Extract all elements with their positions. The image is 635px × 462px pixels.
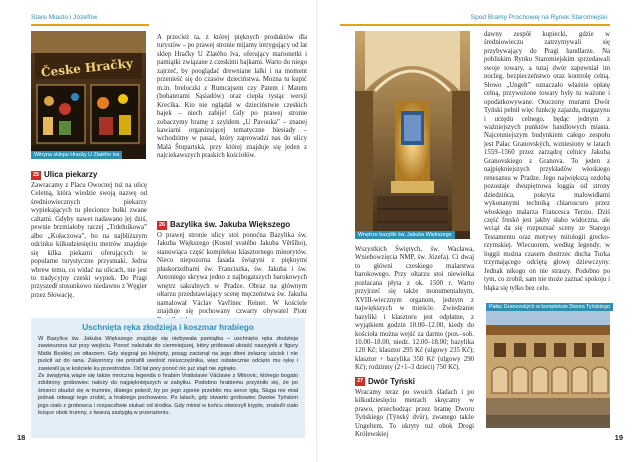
toy-shop-image xyxy=(31,31,146,159)
section-27-badge: 27 xyxy=(356,378,364,385)
legend-box-paragraph: W Bazylice św. Jakuba Większego znajduje się niebywała pamiątka – uschnięta ręka złodzieja zawieszona tuż przy wejściu. Ponoć należała do ciemniejszej, który próbował ukraść naszyjnik z figury Matki Boskiej ze ołtarzem. Gdy sięgnął po klejnoty, posąg zacisnął na jego dłoni żelazny uścisk i nie puścił aż do rana. Zakonnicy nie potrafili uwolnić nieszczęśnika, więc ostatecznie odcięto mu rękę i zawiesili ją w kościele ku przestrodze. Od lat pory ponoć nic już stąd nie zginęło. xyxy=(38,336,298,372)
section-25-text: Zawracamy z Placu Owocnej tuż na ulicę Celetną, która wiedzie swoją nazwę od średniowiecznych piekarzy wypiekających tu plecionce bułki zwane caltami. Gdyby nawet nadawano jej dziś, pewnie brzmiałoby raczej „Trdelníkowa” albo „Kołaczowa”, bo na najbliższym odcinku kilkudziesięciu metrów znajduje się kilka piekarni oferujących te popularne turystyczne przysmaki. Jedna wbrew temu, co widać na ulicach, nie jest to tradycyjny czeski wypiek. Do Pragi przyszedł stosunkowo niedawno z Węgier przez Słowację. xyxy=(31,182,147,299)
legend-box-text xyxy=(38,336,298,417)
palace-photo xyxy=(486,303,610,428)
section-26-text: O prawej stronie ulicy stoi ponoćna Bazylika św. Jakuba Większego (Kostel svatého Jakuba Většího), stanowiąca część kompleksu klasztornego minorytów. Nieco niepozorna fasada świątyni z pięknymi płaskorzeźbami św. Franciszka, św. Jakuba i św. Antoniego skrywa jedno z najbogatszych barokowych wnętrz sakralnych w Pradze. Obraz na głównym ołtarzu przedstawiający scenę męczeństwa św. Jakuba namalował Václav Vavřinec Reiner. W kościele znajduje się pochowany czwarty obywatel Piotr xyxy=(157,232,307,316)
legend-box xyxy=(31,318,305,438)
section-25-column xyxy=(31,166,147,314)
section-26-badge: 26 xyxy=(158,221,166,228)
section-27-text: Wracamy teraz po swoich śladach i po kilkudziesięciu metrach skręcamy w prawo, przechodząc przez bramę Dworu Tyńskiego (Týnský dvůr), zwanego także Ungeltem. To ukryty tuż obok Drogi Królewskiej xyxy=(355,388,474,439)
right-column-2 xyxy=(355,246,474,446)
right-column-1-text: dawny zespół kupiecki, gdzie w średniowieczu zatrzymywali się przybywający do Pragi handlarze. Na pobliskim Rynku Staromiejskim sprzedawali swoje towary, a tutaj dwór zapewniał im nocleg, bezpieczeństwo oraz kontrolę celną. Słowo „Ungelt” oznaczało właśnie opłatę celną, przywożone towary były tu ważone i opodatkowywane. Otoczony murami Dwór Tyński pełnił więc funkcję zajazdu, magazynu i urzędu celnego, będąc jednym z ważniejszych punktów handlowych miasta. Najcenniejszym budynkiem całego zespołu jest Pałac Granovských, wzniesiony w latach 1559–1560 przez zarządcę celnicy Jakuba Granovskiego z Granova. To jeden z najpiękniejszych przykładów włoskiego renesansu w Pradze. Jego największą ozdobą pozostaje dwupiętrowa loggia od strony dziedzińca, pokryta malowidłami wykonanymi techniką chiaroscuro przez włoskiego malarza Francesca Terzio. Dziś część freskó jest jakby słabo widoczna, ale wciąż da się rozpoznać sceny ze Starego Testamentu oraz motywy mitologii grecko-rzymskiej. Wiecuorem, według legendy, w loggii można czasem dostrzec ducha Turka trzymającego odciętą głowę dziewczyny. Jednak nikogo on nie straszy. Podobno po tym, co zrobił, sam nie może zaznać spokoju i błąka się tylko bez celu. xyxy=(484,31,610,292)
section-26-heading xyxy=(157,220,307,230)
church-interior-photo xyxy=(355,31,470,239)
church-interior-caption: Wnętrze bazyliki św. Jakuba Większego xyxy=(355,231,455,239)
running-head-left: Stare Miasto i Józefów xyxy=(31,14,98,21)
right-column-2-text: Wszystkich Świętych, św. Wacława, Wniebowzięcia NMP, św. Józefa). Ci dwaj to główni czeskiego malarstwa barokowego. Przy ołtarzu stoi niewielka pozłacana płyta z ok. 1500 r. Warto przyjrzeć się także monumentalnym, XVIII-wiecznym organom, jednym z największych w mieście. Zwiedzanie bazyliki i klasztoru jest odpłatne, z wyjątkiem godzin 10.00–12.00, kiedy do kościoła można wejść za darmo (pon.–sob. 10.00–18.00, niedz. 12.00–18.00; bazylika 120 Kč; klasztor 295 Kč (ulgowy 235 Kč); klasztor + bazylika 350 Kč (ulgowy 290 Kč); rodzinny (2+1–3 dzieci) 750 Kč). xyxy=(355,246,474,372)
section-27-title: Dwór Tyński xyxy=(368,376,415,386)
shop-sign-text: Česke Hračky xyxy=(40,56,134,80)
running-head-right: Spod Bramy Prochowej na Rynek Staromiejski xyxy=(470,14,607,21)
palace-image xyxy=(486,303,610,428)
toy-shop-caption: Witryna sklepu Hracky U Zlatého lva xyxy=(31,151,122,159)
header-rule-right xyxy=(340,24,610,26)
section-26-title: Bazylika św. Jakuba Większego xyxy=(170,220,291,229)
toy-shop-photo xyxy=(31,31,146,159)
section-25-heading xyxy=(31,170,147,180)
section-25-title: Ulica piekarzy xyxy=(44,170,98,179)
palace-caption: Pałac Granovských w kompleksie Dwora Tyńskiego xyxy=(486,303,613,311)
page-number-left: 18 xyxy=(17,433,26,442)
gutter xyxy=(316,0,318,462)
legend-box-paragraph: Ze świątynią wiąże się także mroczna legenda o hrabim Vratislavie Václavie z Mitrovic, którego bogato zdobiony grobowiec należy do najpiękniejszych w zabytku. Podobno hrabiemu przyśniło się, że po śmierci obudzi się w trumnie, dlatego polecił, by po jego zgonie przebito mu serce igłą. Sługa nie miał jednak odwagi tego zrobić, a hrabiego pochowano. Po latach, gdy otwarto grobowiec Dwoke Tyńskim jego ciało z grobowca i rozpaczliwie stukać od środka. Gdy minisi w końcu otworzyli krypte, znaleźli ciało leżące obok trumny, z twarzą zastygłą w przerażeniu. xyxy=(38,373,298,417)
section-27-heading xyxy=(355,377,474,387)
header-rule-left xyxy=(31,24,149,26)
section-25-badge: 25 xyxy=(32,171,40,178)
left-intro-column xyxy=(157,34,307,216)
right-column-1 xyxy=(484,31,610,297)
left-intro-text: A przecież ta, z której pięknych produktów dla turystów – po prawej stronie mijamy intrygujący od lat sklep Hračky U Zlatého lva, oferujący marionetki i pamiątki związane z czeskimi bajkami. Warto do niego zajrzeć, by pooglądać drewniane lalki i na moment przenieść się do czasów dzieciństwa. Można tu kupić m.in. breloczki z Rumcajsem czy Patem i Matem (bohaterami Sąsiadów) oraz ciepła tysiąc wersji Krecika. Kto nie oglądał w dzieciństwie czeskich bajek – niech zabije! Gdy po prawej stronie zobaczymy bramę z szyldem „U Pavouka” – znanej kawiarni organizującej tematyczne biesiady – wchodzimy w pasaż, który zaprowadzi nas do ulicy Malá Štupartská, przy której znajduje się jeden z najciekawszych praskich kościołów. xyxy=(157,34,307,160)
church-interior-image xyxy=(355,31,470,239)
section-26-column xyxy=(157,216,307,314)
legend-box-title: Uschnięta ręka złodzieja i koszmar hrabiego xyxy=(82,323,254,332)
page-number-right: 19 xyxy=(614,433,623,442)
